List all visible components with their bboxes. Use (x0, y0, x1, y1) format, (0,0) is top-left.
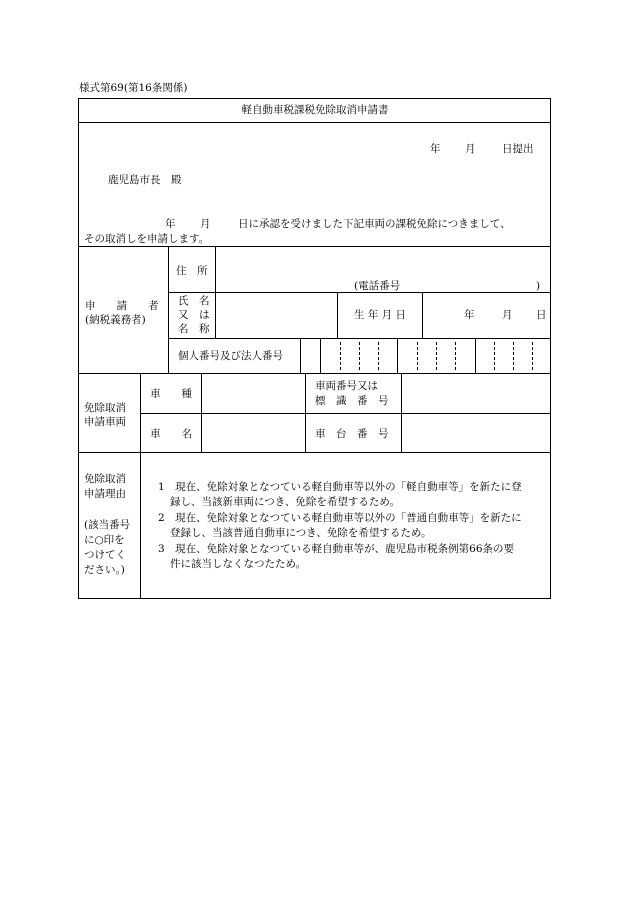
reason-label-1: 免除取消 (84, 473, 126, 485)
statement-year: 年 (165, 218, 176, 230)
vehicle-name-field[interactable] (202, 414, 304, 451)
vehicle-type-field[interactable] (202, 374, 304, 412)
reason-item-1-line2: 録し、当該新車両につき、免除を希望するため。 (170, 496, 400, 508)
chassis-number-label: 車 台 番 号 (315, 428, 389, 440)
birthdate-label: 生 年 月 日 (354, 309, 407, 321)
vehicle-type-label: 車 種 (150, 388, 192, 400)
reason-item-3-line2: 件に該当しなくなつたため。 (170, 558, 307, 570)
phone-close: ) (536, 280, 541, 292)
reason-note-2: に○印を (84, 534, 125, 546)
submit-day-label: 日提出 (502, 143, 534, 155)
reason-note-4: ださい。) (84, 564, 125, 576)
birthdate-field[interactable] (423, 293, 550, 337)
submit-year-label: 年 (430, 143, 441, 155)
address-label: 住 所 (176, 265, 208, 277)
plate-label-1: 車両番号又は (315, 380, 378, 392)
reason-note-3: つけてく (84, 549, 126, 561)
id-number-boxes[interactable] (300, 338, 551, 373)
reason-note-1: (該当番号 (84, 519, 131, 531)
birth-year-label: 年 (464, 309, 475, 321)
vehicle-name-label: 車 名 (150, 428, 192, 440)
name-field[interactable] (216, 293, 336, 337)
reason-item-2-line1[interactable]: 2 現在、免除対象となつている軽自動車等以外の「普通自動車等」を新たに (158, 512, 522, 524)
reason-item-2-line2: 登録し、当該普通自動車につき、免除を希望するため。 (170, 527, 432, 539)
address-field[interactable] (216, 247, 550, 291)
plate-number-field[interactable] (402, 374, 550, 412)
reason-item-1-line1[interactable]: 1 現在、免除対象となつている軽自動車等以外の「軽自動車等」を新たに登 (158, 481, 522, 493)
addressee: 鹿児島市長 殿 (108, 174, 182, 186)
chassis-number-field[interactable] (402, 414, 550, 451)
statement-month: 月 (200, 218, 211, 230)
vehicle-label-2: 申請車両 (84, 416, 126, 428)
statement-line2: その取消しを申請します。 (84, 233, 210, 245)
name-label-1: 氏 名 (178, 295, 210, 307)
name-label-2: 又 は (178, 309, 210, 321)
applicant-sub-label: (納税義務者) (85, 314, 146, 326)
plate-label-2: 標 識 番 号 (315, 395, 389, 407)
birth-day-label: 日 (536, 309, 547, 321)
reason-item-3-line1[interactable]: 3 現在、免除対象となつている軽自動車等が、鹿児島市税条例第66条の要 (158, 543, 515, 555)
statement-line1: 日に承認を受けました下記車両の課税免除につきまして、 (238, 218, 511, 230)
vehicle-label-1: 免除取消 (84, 402, 126, 414)
id-number-label: 個人番号及び法人番号 (178, 350, 283, 362)
name-label-3: 名 称 (178, 323, 210, 335)
submit-month-label: 月 (465, 143, 476, 155)
birth-month-label: 月 (502, 309, 513, 321)
form-title: 軽自動車税課税免除取消申請書 (241, 104, 389, 116)
applicant-label: 申 請 者 (85, 300, 159, 312)
form-number: 様式第69(第16条関係) (79, 82, 188, 94)
phone-label: (電話番号 (354, 280, 401, 292)
reason-label-2: 申請理由 (84, 488, 126, 500)
